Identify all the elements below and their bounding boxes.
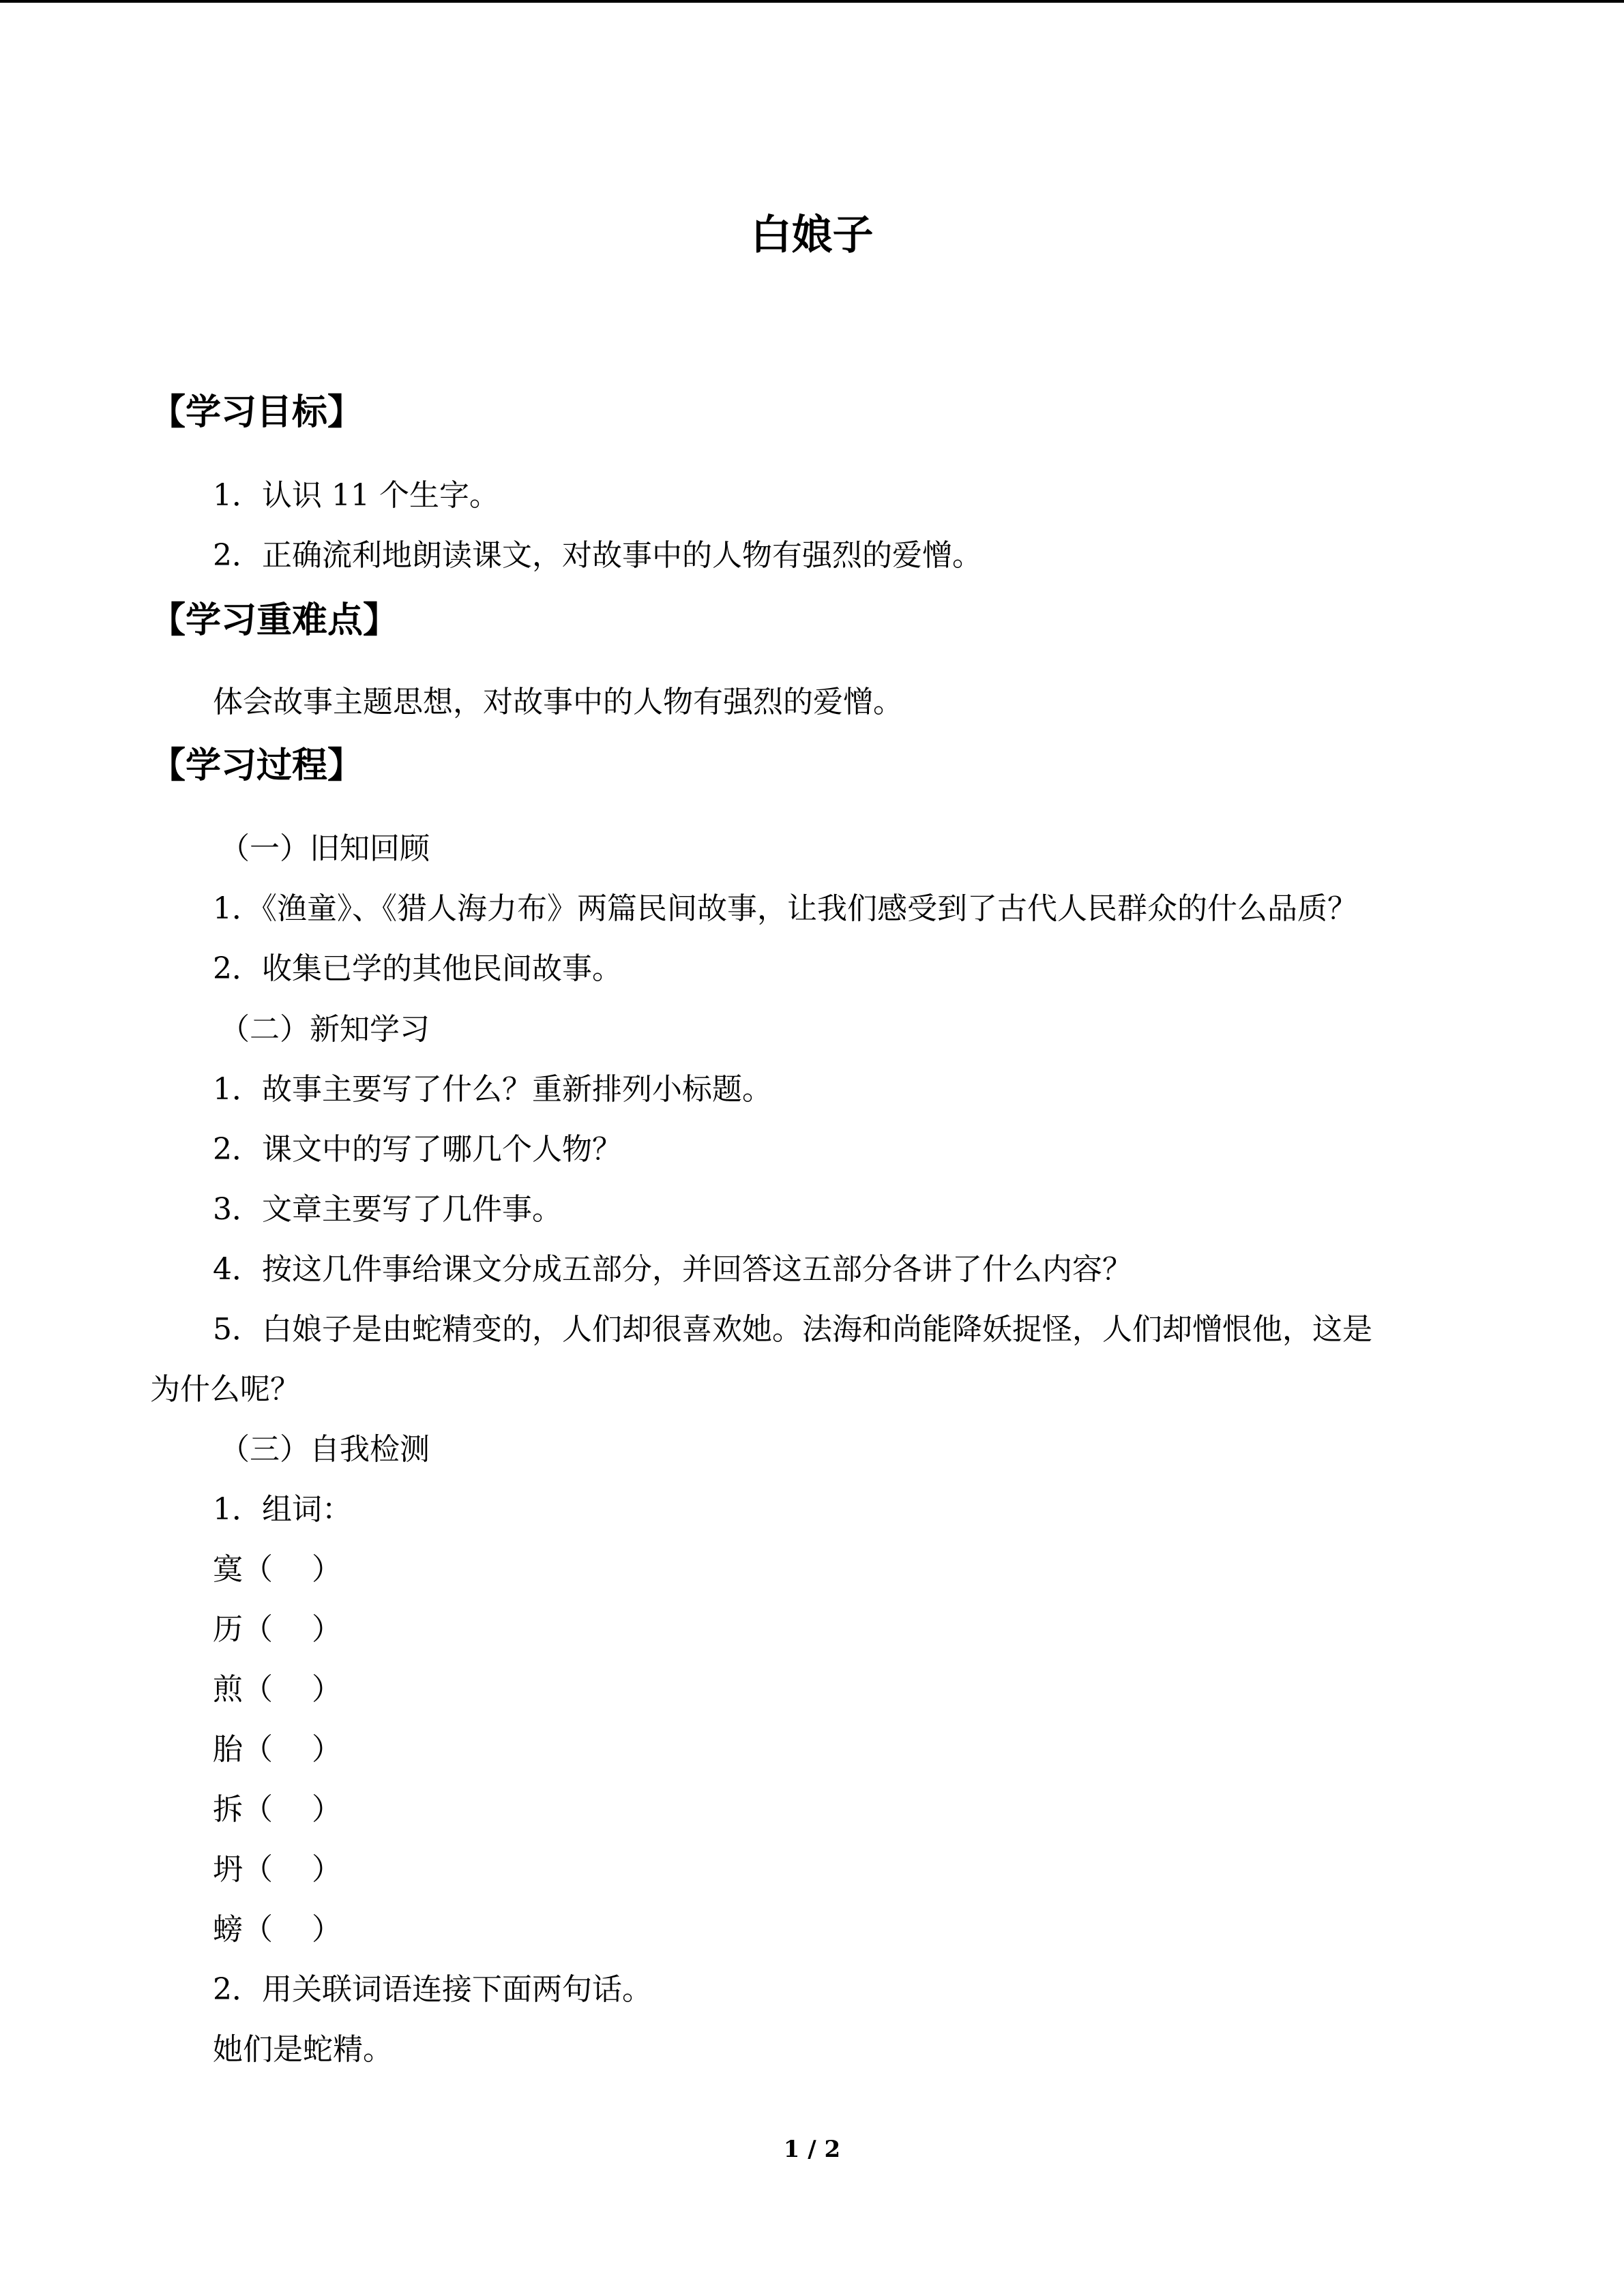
word-formation-row (213, 1609, 342, 1650)
objective-item-2: 2．正确流利地朗读课文，对故事中的人物有强烈的爱憎。 (213, 538, 982, 573)
answer-blank[interactable]: （ ） (243, 1852, 342, 1887)
answer-blank[interactable]: （ ） (243, 1672, 342, 1707)
answer-blank[interactable]: （ ） (243, 1912, 342, 1947)
document-title: 白娘子 (750, 211, 874, 259)
part3-question-2: 2．用关联词语连接下面两句话。 (213, 1972, 652, 2007)
heading-learning-process: 【学习过程】 (150, 745, 364, 786)
objective-item-1: 1．认识 11 个生字。 (213, 478, 499, 513)
word-char: 拆 (213, 1792, 243, 1827)
answer-blank[interactable]: （ ） (243, 1552, 342, 1587)
part3-question-2-sentence: 她们是蛇精。 (213, 2032, 393, 2067)
word-char: 历 (213, 1612, 243, 1647)
word-char: 寞 (213, 1552, 243, 1587)
part3-question-1: 1．组词： (213, 1492, 352, 1527)
answer-blank[interactable]: （ ） (243, 1732, 342, 1767)
page-number: 1 / 2 (783, 2136, 841, 2163)
part2-item-2: 2．课文中的写了哪几个人物？ (213, 1132, 622, 1167)
part1-item-2: 2．收集已学的其他民间故事。 (213, 951, 622, 986)
answer-blank[interactable]: （ ） (243, 1792, 342, 1827)
answer-blank[interactable]: （ ） (243, 1612, 342, 1647)
part1-item-1: 1．《渔童》、《猎人海力布》两篇民间故事，让我们感受到了古代人民群众的什么品质？ (213, 891, 1357, 926)
part2-label: （二）新知学习 (220, 1012, 430, 1047)
heading-learning-objectives: 【学习目标】 (150, 392, 364, 433)
part1-label: （一）旧知回顾 (220, 831, 430, 866)
part2-item-5-continuation: 为什么呢？ (150, 1372, 300, 1407)
part2-item-3: 3．文章主要写了几件事。 (213, 1192, 562, 1227)
part2-item-5: 5．白娘子是由蛇精变的，人们却很喜欢她。法海和尚能降妖捉怪，人们却憎恨他，这是 (213, 1312, 1372, 1347)
top-border-line (0, 0, 1624, 3)
heading-key-points: 【学习重难点】 (150, 600, 399, 641)
part2-item-1: 1．故事主要写了什么？重新排列小标题。 (213, 1072, 772, 1107)
word-formation-row (213, 1849, 342, 1890)
word-formation-row (213, 1729, 342, 1770)
word-char: 胎 (213, 1732, 243, 1767)
part2-item-4: 4．按这几件事给课文分成五部分，并回答这五部分各讲了什么内容？ (213, 1252, 1132, 1287)
word-formation-row (213, 1669, 342, 1710)
word-char: 螃 (213, 1912, 243, 1947)
word-char: 煎 (213, 1672, 243, 1707)
word-formation-row (213, 1909, 342, 1950)
word-formation-row (213, 1789, 342, 1830)
key-points-text: 体会故事主题思想，对故事中的人物有强烈的爱憎。 (213, 685, 903, 719)
word-formation-row (213, 1549, 342, 1590)
part3-label: （三）自我检测 (220, 1432, 430, 1467)
word-char: 坍 (213, 1852, 243, 1887)
